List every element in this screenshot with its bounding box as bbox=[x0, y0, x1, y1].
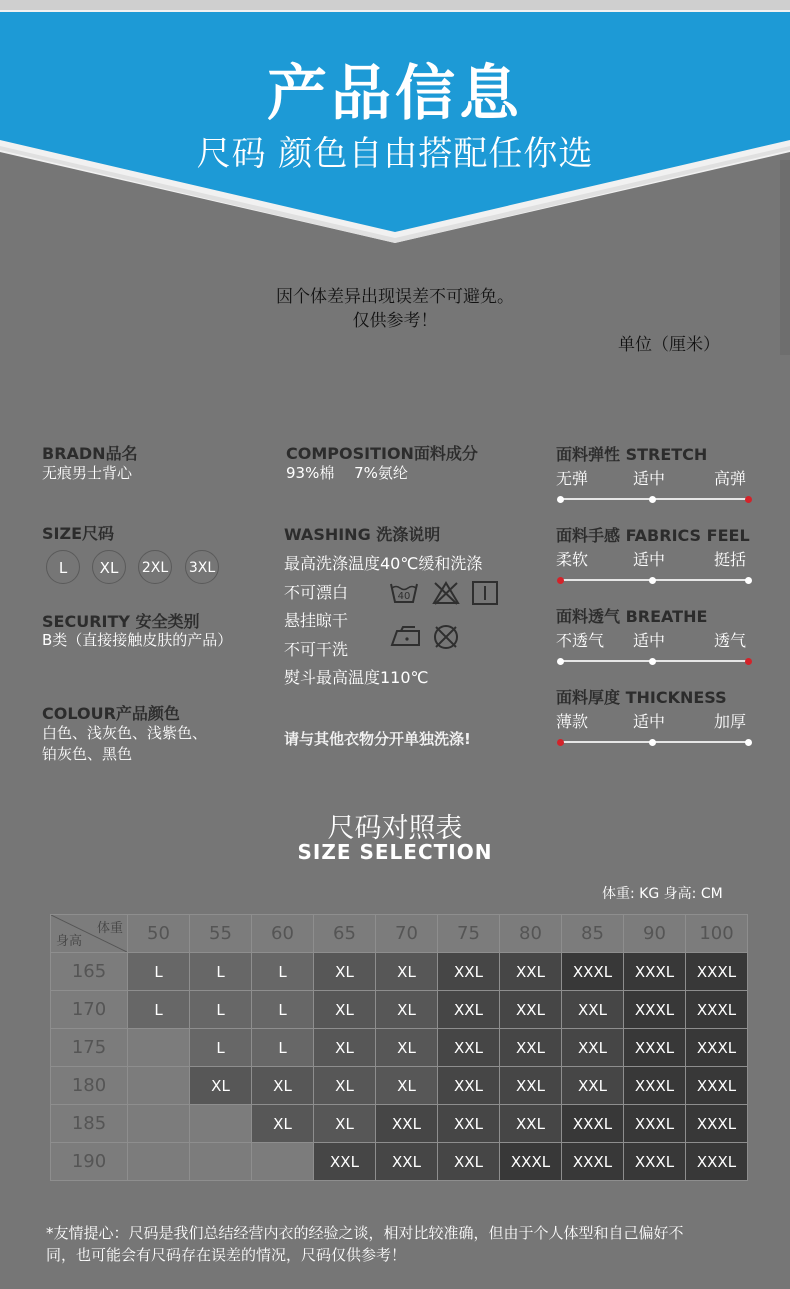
scale-title-2: 面料透气 BREATHE bbox=[556, 607, 708, 626]
size-cell: L bbox=[128, 991, 190, 1029]
brand-value: 无痕男士背心 bbox=[42, 464, 133, 482]
size-cell: XXXL bbox=[500, 1143, 562, 1181]
size-cell: L bbox=[128, 953, 190, 991]
scale-title-0: 面料弹性 STRETCH bbox=[556, 445, 708, 464]
size-option-3xl: 3XL bbox=[185, 550, 219, 584]
size-cell: XXL bbox=[438, 1067, 500, 1105]
size-cell: XXL bbox=[562, 1029, 624, 1067]
size-cell: XL bbox=[314, 1029, 376, 1067]
washing-label: WASHING 洗涤说明 bbox=[284, 525, 441, 544]
scale-marker bbox=[649, 496, 656, 503]
disclaimer-line-1: 因个体差异出现误差不可避免。 bbox=[276, 287, 514, 307]
size-cell: XXXL bbox=[624, 991, 686, 1029]
size-cell bbox=[252, 1143, 314, 1181]
footer-note bbox=[46, 1222, 756, 1266]
corner-weight-label: 体重 bbox=[96, 921, 123, 936]
banner-subtitle: 尺码 颜色自由搭配任你选 bbox=[196, 134, 594, 174]
scale-title-1: 面料手感 FABRICS FEEL bbox=[556, 526, 750, 545]
table-row bbox=[51, 1067, 748, 1105]
size-cell: XXL bbox=[438, 953, 500, 991]
size-cell bbox=[128, 1029, 190, 1067]
size-option-l: L bbox=[46, 550, 80, 584]
scale-marker bbox=[745, 739, 752, 746]
table-row bbox=[51, 991, 748, 1029]
scale-marker bbox=[649, 739, 656, 746]
footer-line-1: *友情提心：尺码是我们总结经营内衣的经验之谈，相对比较准确，但由于个人体型和自己偏好不 bbox=[46, 1224, 684, 1242]
size-chart-table bbox=[50, 914, 748, 1181]
table-header-row bbox=[51, 915, 748, 953]
scale-label: 高弹 bbox=[714, 469, 747, 488]
scale-marker-selected bbox=[745, 658, 752, 665]
weight-header: 90 bbox=[624, 915, 686, 953]
wash-40-icon bbox=[389, 580, 419, 606]
scale-label: 不透气 bbox=[556, 631, 605, 650]
scale-label: 加厚 bbox=[714, 712, 747, 731]
weight-header: 50 bbox=[128, 915, 190, 953]
size-cell: XXL bbox=[314, 1143, 376, 1181]
size-cell: XXL bbox=[562, 991, 624, 1029]
size-cell: L bbox=[190, 991, 252, 1029]
no-dry-clean-icon bbox=[432, 623, 460, 651]
washing-hang-dry: 悬挂晾干 bbox=[284, 611, 349, 630]
size-cell: XXXL bbox=[686, 1067, 748, 1105]
scale-title-3: 面料厚度 THICKNESS bbox=[556, 688, 727, 707]
weight-header: 100 bbox=[686, 915, 748, 953]
scale-label: 透气 bbox=[714, 631, 747, 650]
scale-label: 柔软 bbox=[556, 550, 589, 569]
washing-no-bleach: 不可漂白 bbox=[284, 583, 349, 602]
scale-label: 适中 bbox=[633, 469, 666, 488]
scale-label: 无弹 bbox=[556, 469, 589, 488]
scale-label: 薄款 bbox=[556, 712, 589, 731]
size-cell bbox=[190, 1105, 252, 1143]
scale-marker-selected bbox=[557, 577, 564, 584]
height-header: 190 bbox=[51, 1143, 128, 1181]
size-cell: XXXL bbox=[624, 1143, 686, 1181]
size-cell: XL bbox=[376, 1067, 438, 1105]
size-cell bbox=[190, 1143, 252, 1181]
scale-marker-selected bbox=[557, 739, 564, 746]
banner-title: 产品信息 bbox=[267, 59, 523, 129]
scale-label: 适中 bbox=[633, 631, 666, 650]
table-row bbox=[51, 953, 748, 991]
size-cell: L bbox=[252, 991, 314, 1029]
size-cell: XXXL bbox=[562, 1105, 624, 1143]
height-header: 175 bbox=[51, 1029, 128, 1067]
size-cell: XXXL bbox=[686, 953, 748, 991]
scale-marker bbox=[557, 496, 564, 503]
size-label: SIZE尺码 bbox=[42, 524, 115, 543]
size-cell: XXL bbox=[500, 1105, 562, 1143]
size-cell: XXXL bbox=[686, 1105, 748, 1143]
footer-line-2: 同，也可能会有尺码存在误差的情况，尺码仅供参考！ bbox=[46, 1246, 407, 1264]
height-header: 170 bbox=[51, 991, 128, 1029]
washing-separate-note: 请与其他衣物分开单独洗涤! bbox=[284, 730, 471, 748]
size-cell: XXXL bbox=[624, 1067, 686, 1105]
table-row bbox=[51, 1105, 748, 1143]
size-cell: XL bbox=[376, 953, 438, 991]
size-cell: XL bbox=[314, 991, 376, 1029]
size-cell: XL bbox=[376, 1029, 438, 1067]
height-header: 180 bbox=[51, 1067, 128, 1105]
table-row bbox=[51, 1143, 748, 1181]
weight-header: 70 bbox=[376, 915, 438, 953]
size-cell: XXL bbox=[500, 953, 562, 991]
size-selection-title: 尺码对照表 bbox=[327, 813, 463, 844]
size-cell: XXL bbox=[500, 1029, 562, 1067]
size-cell: L bbox=[190, 1029, 252, 1067]
table-row bbox=[51, 1029, 748, 1067]
size-cell: XL bbox=[252, 1067, 314, 1105]
weight-header: 60 bbox=[252, 915, 314, 953]
scale-marker bbox=[557, 658, 564, 665]
brand-label: BRADN品名 bbox=[42, 444, 138, 463]
disclaimer-line-2: 仅供参考！ bbox=[352, 311, 438, 331]
size-cell: XXXL bbox=[624, 1029, 686, 1067]
size-cell: XXXL bbox=[686, 1143, 748, 1181]
weight-header: 75 bbox=[438, 915, 500, 953]
size-cell: XXXL bbox=[686, 1029, 748, 1067]
colour-line-1: 白色、浅灰色、浅紫色、 bbox=[42, 724, 208, 742]
size-cell bbox=[128, 1067, 190, 1105]
size-cell: XXL bbox=[438, 1105, 500, 1143]
size-cell: XXXL bbox=[624, 1105, 686, 1143]
height-header: 185 bbox=[51, 1105, 128, 1143]
size-cell: L bbox=[252, 1029, 314, 1067]
corner-height-label: 身高 bbox=[56, 934, 83, 949]
size-cell: XXL bbox=[562, 1067, 624, 1105]
size-cell: XL bbox=[314, 953, 376, 991]
size-cell: XXXL bbox=[562, 953, 624, 991]
scale-label: 适中 bbox=[633, 550, 666, 569]
size-cell: L bbox=[252, 953, 314, 991]
height-header: 165 bbox=[51, 953, 128, 991]
colour-line-2: 铂灰色、黑色 bbox=[42, 745, 133, 763]
size-option-2xl: 2XL bbox=[138, 550, 172, 584]
scale-marker-selected bbox=[745, 496, 752, 503]
table-corner bbox=[51, 915, 128, 953]
size-cell: XXL bbox=[500, 991, 562, 1029]
unit-label: 单位（厘米） bbox=[618, 335, 720, 355]
size-cell: XXL bbox=[438, 991, 500, 1029]
scale-label: 适中 bbox=[633, 712, 666, 731]
size-cell: XL bbox=[314, 1105, 376, 1143]
no-bleach-icon bbox=[432, 580, 460, 606]
size-cell: XXL bbox=[376, 1143, 438, 1181]
size-selection-subtitle: SIZE SELECTION bbox=[297, 840, 493, 864]
scale-marker bbox=[649, 577, 656, 584]
size-cell: XXXL bbox=[686, 991, 748, 1029]
size-cell bbox=[128, 1105, 190, 1143]
size-cell: XXL bbox=[500, 1067, 562, 1105]
wash-temp-text: 40 bbox=[397, 591, 411, 602]
size-cell: XXXL bbox=[624, 953, 686, 991]
scale-marker bbox=[649, 658, 656, 665]
size-cell: XXL bbox=[376, 1105, 438, 1143]
weight-header: 65 bbox=[314, 915, 376, 953]
weight-header: 55 bbox=[190, 915, 252, 953]
size-cell: XXL bbox=[438, 1143, 500, 1181]
washing-temp: 最高洗涤温度40℃缓和洗涤 bbox=[284, 554, 483, 573]
hang-dry-icon bbox=[471, 580, 499, 606]
scale-marker bbox=[745, 577, 752, 584]
size-cell: XXL bbox=[438, 1029, 500, 1067]
size-cell: XL bbox=[314, 1067, 376, 1105]
iron-icon bbox=[389, 623, 423, 649]
security-value: B类（直接接触皮肤的产品） bbox=[42, 631, 233, 649]
washing-iron-temp: 熨斗最高温度110℃ bbox=[284, 668, 429, 687]
weight-header: 80 bbox=[500, 915, 562, 953]
composition-value: 93%棉 7%氨纶 bbox=[286, 464, 408, 482]
size-cell: XL bbox=[376, 991, 438, 1029]
scale-label: 挺括 bbox=[714, 550, 747, 569]
colour-label: COLOUR产品颜色 bbox=[42, 704, 180, 723]
weight-header: 85 bbox=[562, 915, 624, 953]
size-cell bbox=[128, 1143, 190, 1181]
table-unit-label: 体重: KG 身高: CM bbox=[602, 886, 723, 902]
composition-label: COMPOSITION面料成分 bbox=[286, 444, 478, 463]
header-banner bbox=[0, 0, 790, 250]
size-cell: L bbox=[190, 953, 252, 991]
washing-no-dry-clean: 不可干洗 bbox=[284, 640, 349, 659]
size-cell: XL bbox=[190, 1067, 252, 1105]
size-cell: XL bbox=[252, 1105, 314, 1143]
security-label: SECURITY 安全类别 bbox=[42, 612, 200, 631]
size-cell: XXXL bbox=[562, 1143, 624, 1181]
size-option-xl: XL bbox=[92, 550, 126, 584]
